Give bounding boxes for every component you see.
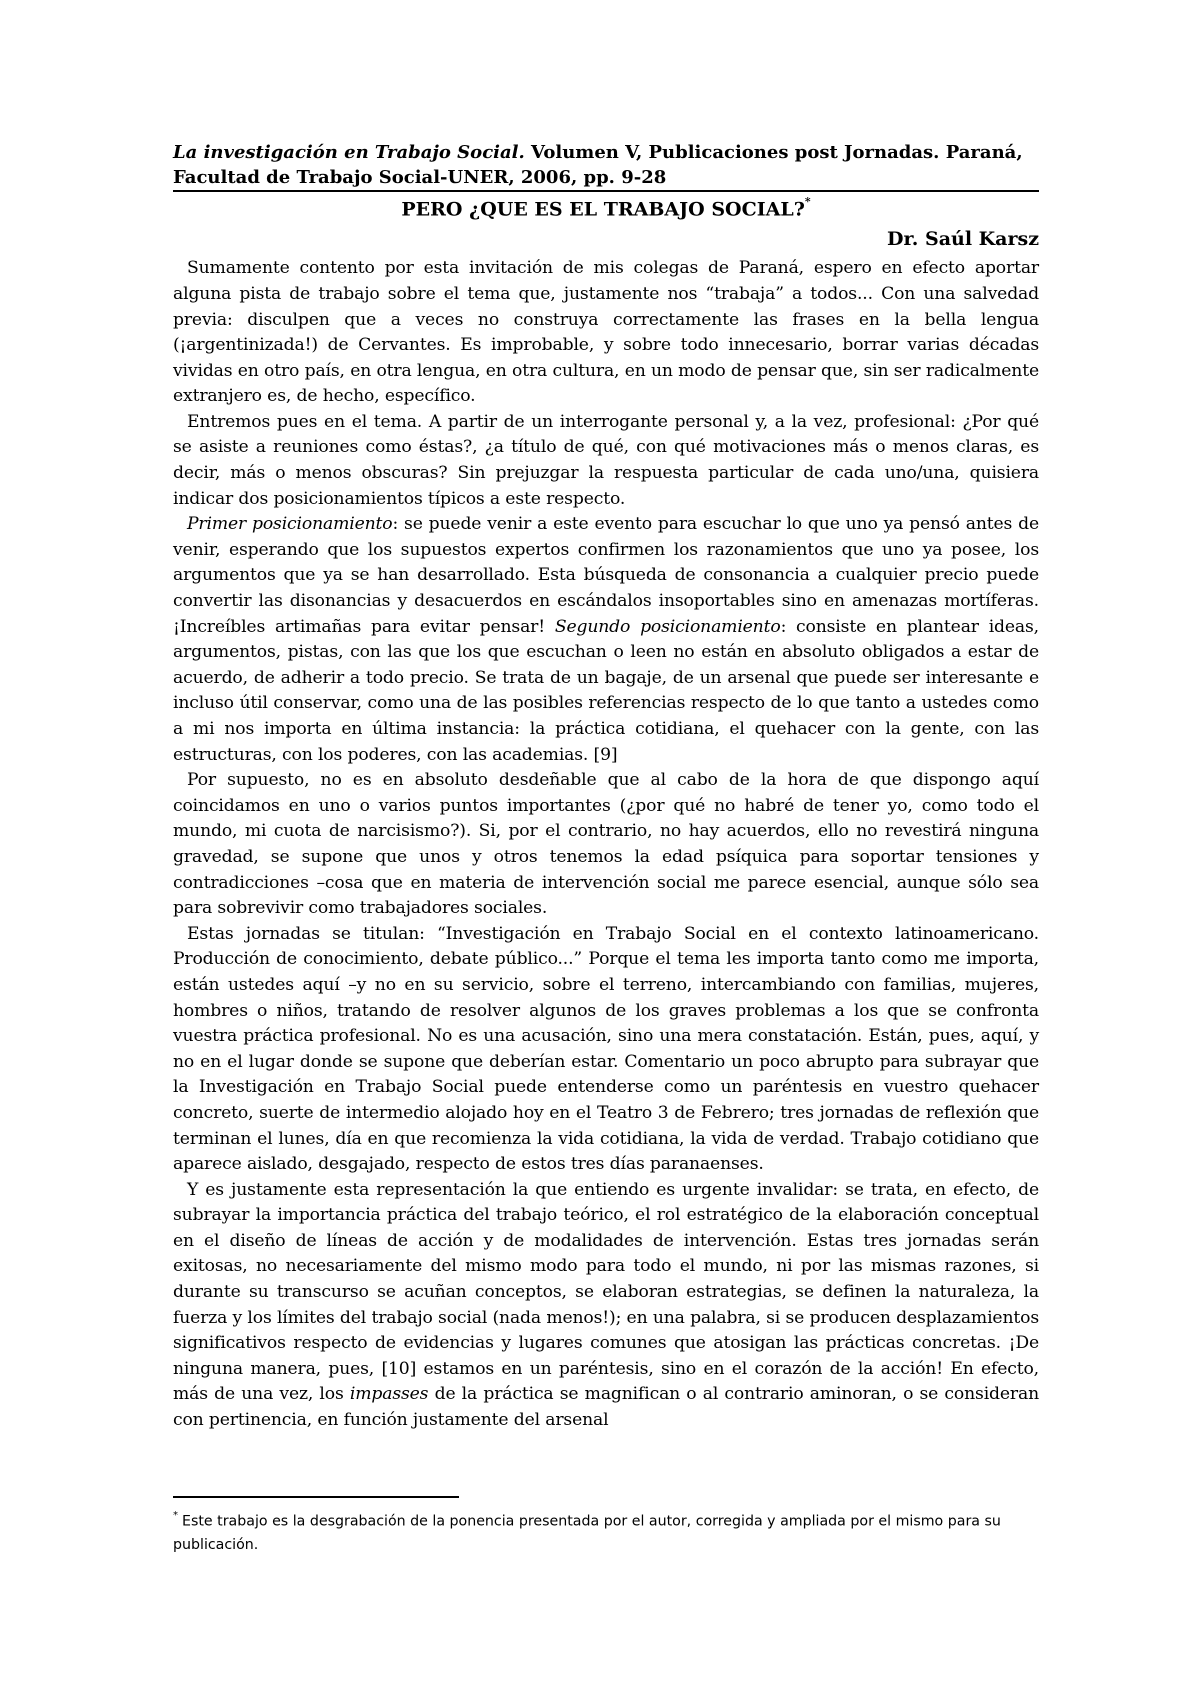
footnote-text: Este trabajo es la desgrabación de la ponencia presentada por el autor, corregida y ampliada por el mismo para su publicación.: [173, 1513, 1001, 1553]
author-name: Dr. Saúl Karsz: [887, 228, 1039, 251]
emphasis-impasses: impasses: [349, 1384, 429, 1405]
publication-details: Volumen V, Publicaciones post Jornadas. Paraná, Facultad de Trabajo Social-UNER, 2006, pp. 9-28: [173, 142, 1023, 188]
footnote-mark: *: [173, 1510, 178, 1521]
paragraph: Entremos pues en el tema. A partir de un interrogante personal y, a la vez, profesional: ¿Por qué se asiste a reuniones como éstas?, ¿a título de qué, con qué motivaciones más o menos claras, es decir, más o menos obscuras? Sin prejuzgar la respuesta particular de cada uno/una, quisiera indicar dos posicionamientos típicos a este respecto.: [173, 411, 1039, 509]
journal-title: La investigación en Trabajo Social.: [173, 142, 525, 163]
emphasis-first-position: Primer posicionamiento: [187, 514, 393, 535]
publication-header: [173, 140, 1039, 192]
footnote-divider: [173, 1496, 459, 1498]
footnote: [173, 1506, 1039, 1557]
paragraph: Por supuesto, no es en absoluto desdeñable que al cabo de la hora de que dispongo aquí coincidamos en uno o varios puntos importantes (¿por qué no habré de tener yo, como todo el mundo, mi cuota de narcisismo?). Si, por el contrario, no hay acuerdos, ello no revestirá ninguna gravedad, se supone que unos y otros tenemos la edad psíquica para soportar tensiones y contradicciones –cosa que en materia de intervención social me parece esencial, aunque sólo sea para sobrevivir como trabajadores sociales.: [173, 770, 1039, 919]
article-title-text: PERO ¿QUE ES EL TRABAJO SOCIAL?: [401, 198, 805, 221]
paragraph: Primer posicionamiento: se puede venir a este evento para escuchar lo que uno ya pensó antes de venir, esperando que los supuestos expertos confirmen los razonamientos que uno ya posee, los argumentos que ya se han desarrollado. Esta búsqueda de consonancia a cualquier precio puede convertir las disonancias y desacuerdos en escándalos insoportables sino en amenazas mortíferas. ¡Increíbles artimañas para evitar pensar! Segundo posicionamiento: consiste en plantear ideas, argumentos, pistas, con las que los que escuchan o leen no están en absoluto obligados a estar de acuerdo, de adherir a todo precio. Se trata de un bagaje, de un arsenal que puede ser interesante e incluso útil conservar, como una de las posibles referencias respecto de lo que tanto a ustedes como a mi nos importa en última instancia: la práctica cotidiana, el quehacer con la gente, con las estructuras, con los poderes, con las academias. [9]: [173, 514, 1040, 765]
paragraph: Y es justamente esta representación la que entiendo es urgente invalidar: se trata, en efecto, de subrayar la importancia práctica del trabajo teórico, el rol estratégico de la elaboración conceptual en el diseño de líneas de acción y de modalidades de intervención. Estas tres jornadas serán exitosas, no necesariamente del mismo modo para todo el mundo, ni por las mismas razones, si durante su transcurso se acuñan conceptos, se elaboran estrategias, se definen la naturaleza, la fuerza y los límites del trabajo social (nada menos!); en una palabra, si se producen desplazamientos significativos respecto de evidencias y lugares comunes que atosigan las prácticas concretas. ¡De ninguna manera, pues, [10] estamos en un paréntesis, sino en el corazón de la acción! En efecto, más de una vez, los impasses de la práctica se magnifican o al contrario aminoran, o se consideran con pertinencia, en función justamente del arsenal: [173, 1179, 1039, 1431]
emphasis-second-position: Segundo posicionamiento: [554, 616, 781, 637]
article-body: [173, 256, 1039, 1433]
document-page: [173, 140, 1039, 1434]
paragraph: Sumamente contento por esta invitación de mis colegas de Paraná, espero en efecto aportar alguna pista de trabajo sobre el tema que, justamente nos “trabaja” a todos... Con una salvedad previa: disculpen que a veces no construya correctamente las frases en la bella lengua (¡argentinizada!) de Cervantes. Es improbable, y sobre todo innecesario, borrar varias décadas vividas en otro país, en otra lengua, en otra cultura, en un modo de pensar que, sin ser radicalmente extranjero es, de hecho, específico.: [173, 258, 1039, 407]
paragraph: Estas jornadas se titulan: “Investigación en Trabajo Social en el contexto latinoamericano. Producción de conocimiento, debate público...” Porque el tema les importa tanto como me importa, están ustedes aquí –y no en su servicio, sobre el terreno, intercambiando con familias, mujeres, hombres o niños, tratando de resolver algunos de los graves problemas a los que se confronta vuestra práctica profesional. No es una acusación, sino una mera constatación. Están, pues, aquí, y no en el lugar donde se supone que deberían estar. Comentario un poco abrupto para subrayar que la Investigación en Trabajo Social puede entenderse como un paréntesis en vuestro quehacer concreto, suerte de intermedio alojado hoy en el Teatro 3 de Febrero; tres jornadas de reflexión que terminan el lunes, día en que recomienza la vida cotidiana, la vida de verdad. Trabajo cotidiano que aparece aislado, desgajado, respecto de estos tres días paranaenses.: [173, 923, 1039, 1175]
title-footnote-mark: *: [804, 195, 811, 208]
article-title: [173, 192, 1039, 222]
